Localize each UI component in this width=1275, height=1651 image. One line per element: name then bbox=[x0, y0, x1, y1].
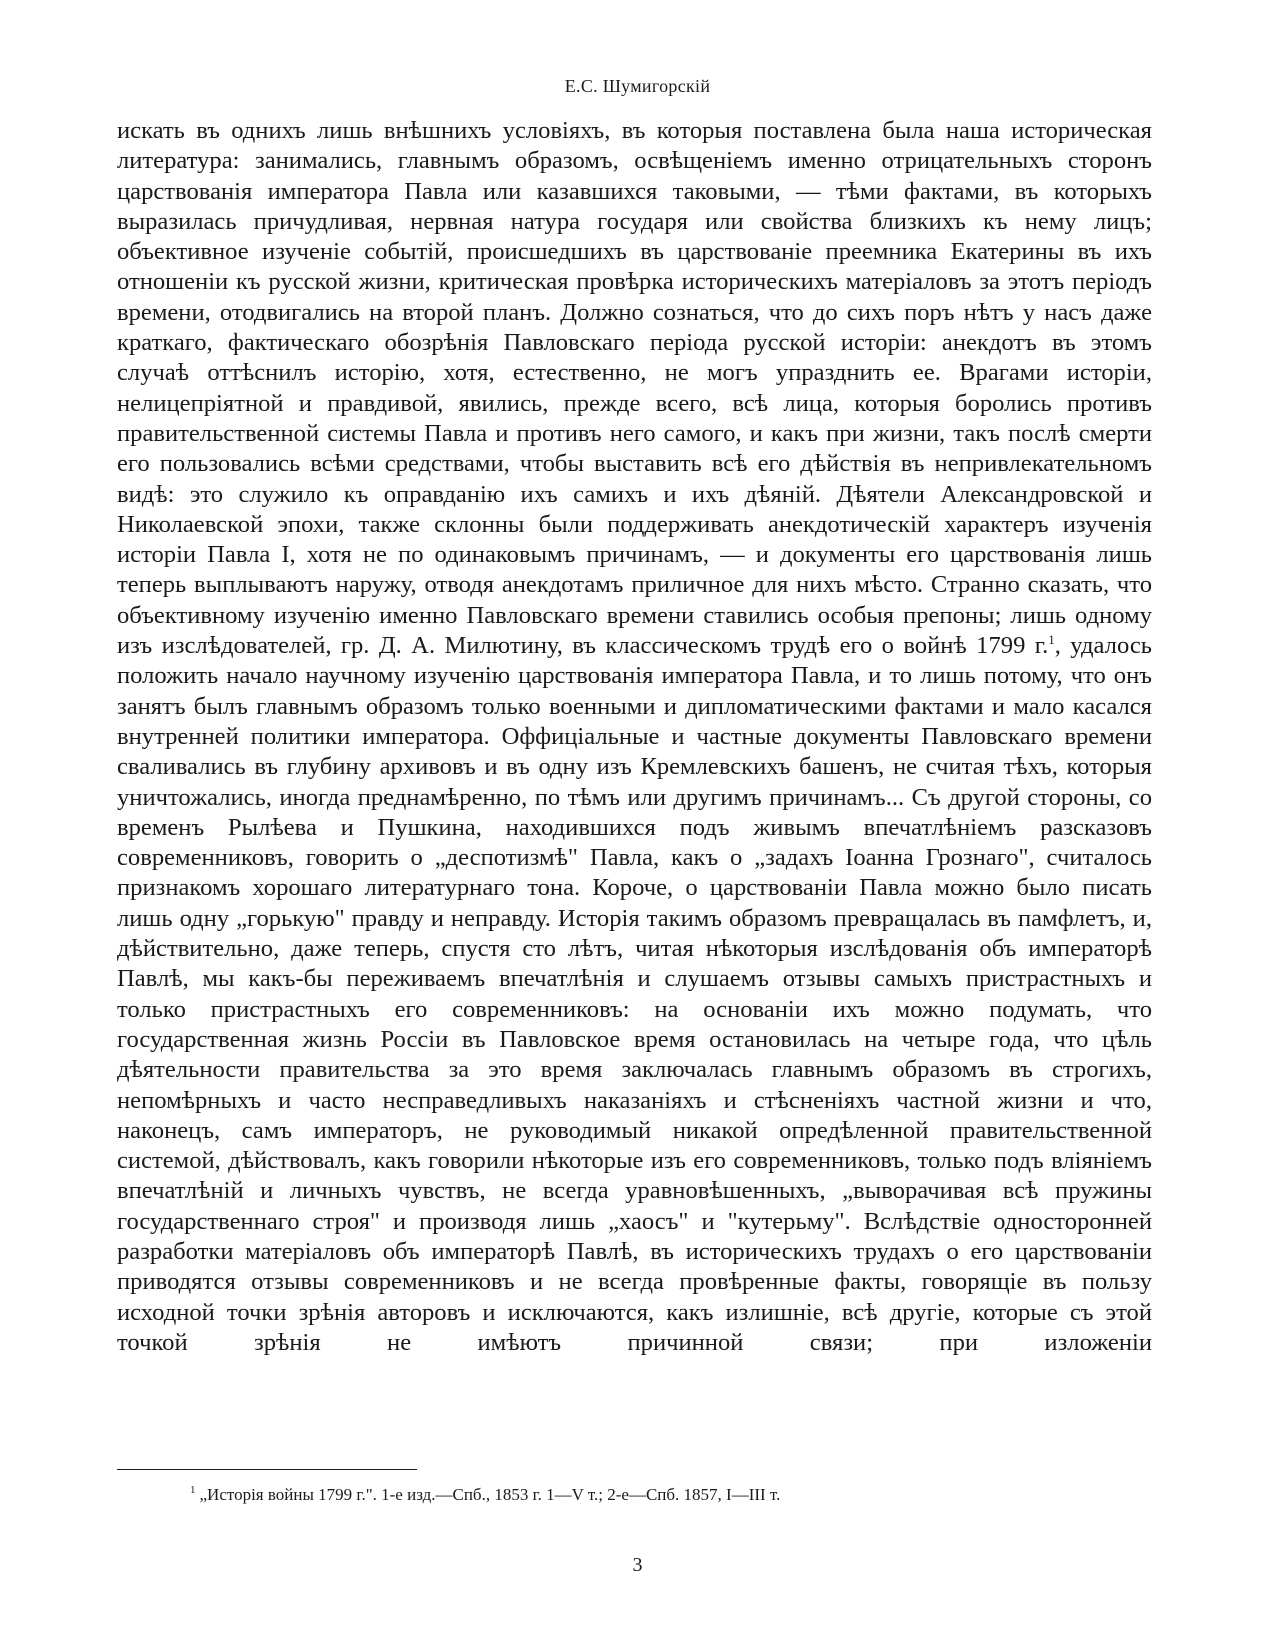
body-paragraph bbox=[117, 116, 1152, 1358]
body-text-part-2: , удалось положить начало научному изученію царствованія императора Павла, и то лишь потому, что онъ занятъ былъ главнымъ образомъ только военными и дипломатическими фактами и мало касался внутренней политики императора. Оффиціальные и частные документы Павловскаго времени сваливались въ глубину архивовъ и въ одну изъ Кремлевскихъ башенъ, не считая тѣхъ, которыя уничтожались, иногда преднамѣренно, по тѣмъ или другимъ причинамъ... Съ другой стороны, со временъ Рылѣева и Пушкина, находившихся подъ живымъ впечатлѣніемъ разсказовъ современниковъ, говорить о „деспотизмѣ" Павла, какъ о „задахъ Іоанна Грознаго", считалось признакомъ хорошаго литературнаго тона. Короче, о царствованіи Павла можно было писать лишь одну „горькую" правду и неправду. Исторія такимъ образомъ превращалась въ памфлетъ, и, дѣйствительно, даже теперь, спустя сто лѣтъ, читая нѣкоторыя изслѣдованія объ императорѣ Павлѣ, мы какъ-бы переживаемъ впечатлѣнія и слушаемъ отзывы самыхъ пристрастныхъ и только пристрастныхъ его современниковъ: на основаніи ихъ можно подумать, что государственная жизнь Россіи въ Павловское время остановилась на четыре года, что цѣль дѣятельности правительства за это время заключалась главнымъ образомъ въ строгихъ, непомѣрныхъ и часто несправедливыхъ наказаніяхъ и стѣсненіяхъ частной жизни и что, наконецъ, самъ императоръ, не руководимый никакой опредѣленной правительственной системой, дѣйствовалъ, какъ говорили нѣкоторые изъ его современниковъ, только подъ вліяніемъ впечатлѣній и личныхъ чувствъ, не всегда уравновѣшенныхъ, „выворачивая всѣ пружины государственнаго строя" и производя лишь „хаосъ" и "кутерьму". Вслѣдствіе односторонней разработки матеріаловъ объ императорѣ Павлѣ, въ историческихъ трудахъ о его царствованіи приводятся отзывы современниковъ и не всегда провѣренные факты, говорящіе въ пользу исходной точки зрѣнія авторовъ и исключаются, какъ излишніе, всѣ другіе, которые съ этой точкой зрѣнія не имѣютъ причинной связи; при изложеніи bbox=[117, 632, 1152, 1356]
footnote-divider bbox=[117, 1469, 417, 1470]
footnote-text: „Исторія войны 1799 г.". 1-е изд.—Спб., 1853 г. 1—V т.; 2-е—Спб. 1857, I—III т. bbox=[199, 1485, 781, 1504]
body-text-part-1: искать въ однихъ лишь внѣшнихъ условіяхъ, въ которыя поставлена была наша историческая литература: занимались, главнымъ образомъ, освѣщеніемъ именно отрицательныхъ сторонъ царствованія императора Павла или казавшихся таковыми, — тѣми фактами, въ которыхъ выразилась причудливая, нервная натура государя или свойства близкихъ къ нему лицъ; объективное изученіе событій, происшедшихъ въ царствованіе преемника Екатерины въ ихъ отношеніи къ русской жизни, критическая провѣрка историческихъ матеріаловъ за этотъ періодъ времени, отодвигались на второй планъ. Должно сознаться, что до сихъ поръ нѣтъ у насъ даже краткаго, фактическаго обозрѣнія Павловскаго періода русской исторіи: анекдотъ въ этомъ случаѣ оттѣснилъ исторію, хотя, естественно, не могъ упразднить ее. Врагами исторіи, нелицепріятной и правдивой, явились, прежде всего, всѣ лица, которыя боролись противъ правительственной системы Павла и противъ него самого, и какъ при жизни, такъ послѣ смерти его пользовались всѣми средствами, чтобы выставить всѣ его дѣйствія въ непривлекательномъ видѣ: это служило къ оправданію ихъ самихъ и ихъ дѣяній. Дѣятели Александровской и Николаевской эпохи, также склонны были поддерживать анекдотическій характеръ изученія исторіи Павла I, хотя не по одинаковымъ причинамъ, — и документы его царствованія лишь теперь выплываютъ наружу, отводя анекдотамъ приличное для нихъ мѣсто. Странно сказать, что объективному изученію именно Павловскаго времени ставились особыя препоны; лишь одному изъ изслѣдователей, гр. Д. А. Милютину, въ классическомъ трудѣ его о войнѣ 1799 г. bbox=[117, 117, 1152, 660]
footnote bbox=[190, 1484, 1152, 1506]
footnote-reference[interactable]: 1 bbox=[1048, 631, 1055, 647]
page-number: 3 bbox=[632, 1554, 643, 1576]
running-header: Е.С. Шумигорскій bbox=[564, 76, 711, 96]
footnote-mark: 1 bbox=[190, 1484, 196, 1497]
